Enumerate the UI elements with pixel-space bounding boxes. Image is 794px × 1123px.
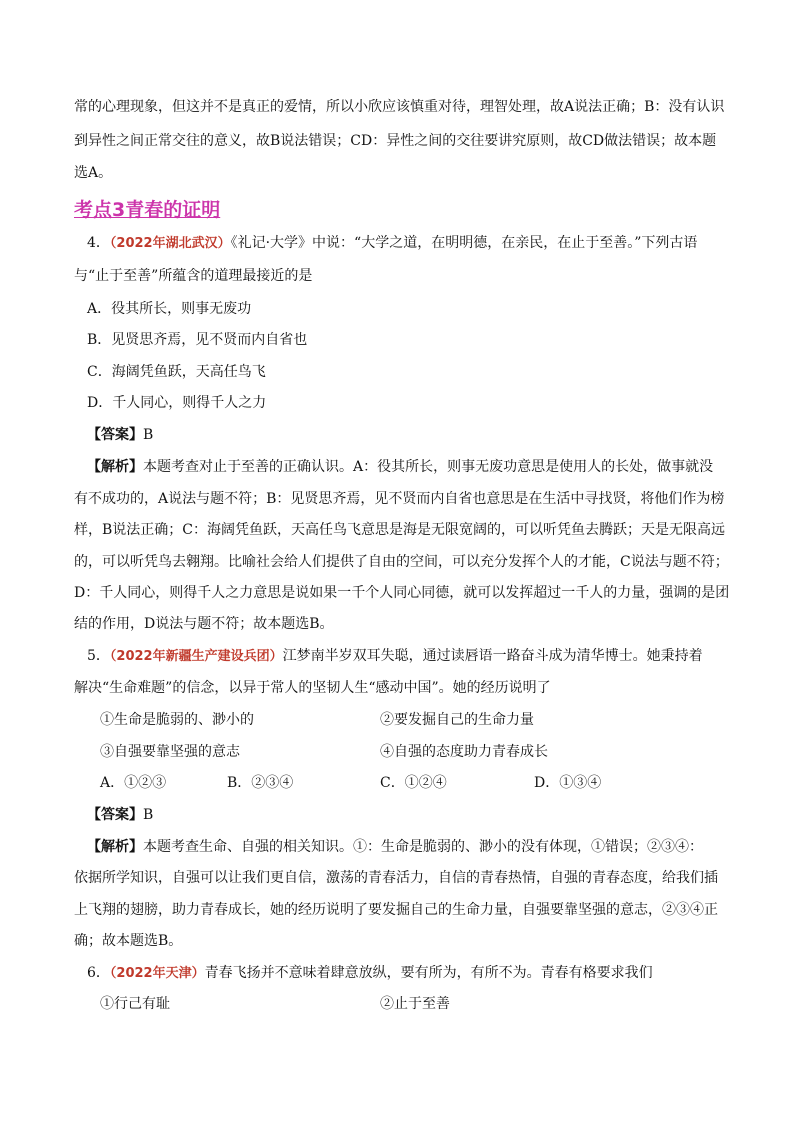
q5-item-4: ④自强的态度助力青春成长 (380, 744, 548, 760)
q4-stem-text: 《礼记·大学》中说：“大学之道，在明明德，在亲民，在止于至善。”下列古语 (230, 235, 698, 251)
q4-analysis-line-5: D：千人同心，则得千人之力意思是说如果一千个人同心同德，就可以发挥超过一千人的力量，强调的是团 (74, 585, 730, 601)
section-heading: 考点3青春的证明 (74, 199, 221, 221)
q5-analysis-line-1 (87, 837, 703, 857)
q4-number: 4． (87, 235, 110, 251)
q5-item-1: ①生命是脆弱的、渺小的 (100, 712, 254, 728)
q4-option-a: A．役其所长，则事无废功 (87, 301, 252, 317)
q5-analysis-line-4: 确；故本题选B。 (74, 933, 183, 949)
q5-choice-a: A．①②③ (100, 775, 167, 791)
q4-analysis-line-1 (87, 457, 713, 477)
q4-answer (87, 425, 153, 445)
q5-stem-line-2: 解决“生命难题”的信念，以异于常人的坚韧人生“感动中国”。她的经历说明了 (74, 680, 551, 696)
q5-answer-tag: 【答案】 (87, 807, 143, 823)
q5-choice-b: B．②③④ (227, 775, 294, 791)
intro-line-2: 到异性之间正常交往的意义，故B说法错误；CD：异性之间的交往要讲究原则，故CD做法错误；故本题 (74, 133, 717, 149)
q6-number: 6． (87, 965, 110, 981)
q5-analysis-text: 本题考查生命、自强的相关知识。①：生命是脆弱的、渺小的没有体现，①错误；②③④： (143, 839, 703, 855)
q5-stem-text: 江梦南半岁双耳失聪，通过读唇语一路奋斗成为清华博士。她秉持着 (282, 648, 703, 664)
q5-choice-c: C．①②④ (380, 775, 447, 791)
q4-analysis-text: 本题考查对止于至善的正确认识。A：役其所长，则事无废功意思是使用人的长处，做事就没 (143, 459, 714, 475)
q4-stem-line-1 (87, 233, 697, 254)
q5-stem-line-1 (87, 646, 703, 667)
q5-analysis-line-2: 依据所学知识，自强可以让我们更自信，激荡的青春活力，自信的青春热情，自强的青春态度，给我们插 (74, 870, 718, 886)
q4-option-d: D．千人同心，则得千人之力 (87, 395, 267, 411)
q5-analysis-tag: 【解析】 (87, 839, 143, 855)
q6-source: （2022年天津） (109, 966, 205, 981)
q4-answer-value: B (143, 427, 154, 443)
q6-item-1: ①行己有耻 (100, 996, 170, 1012)
q4-stem-line-2: 与“止于至善”所蕴含的道理最接近的是 (74, 268, 313, 284)
q4-option-b: B．见贤思齐焉，见不贤而内自省也 (87, 332, 308, 348)
q4-option-c: C．海阔凭鱼跃，天高任鸟飞 (87, 364, 266, 380)
q5-answer-value: B (143, 807, 154, 823)
q4-answer-tag: 【答案】 (87, 427, 143, 443)
q4-analysis-line-4: 的，可以听凭鸟去翱翔。比喻社会给人们提供了自由的空间，可以充分发挥个人的才能，C说法与题不符； (74, 554, 729, 570)
q5-answer (87, 805, 153, 825)
q5-item-3: ③自强要靠坚强的意志 (100, 744, 240, 760)
q5-choice-d: D．①③④ (534, 775, 602, 791)
q5-analysis-line-3: 上飞翔的翅膀，助力青春成长，她的经历说明了要发掘自己的生命力量，自强要靠坚强的意志，②③④正 (74, 902, 718, 918)
q4-source: （2022年湖北武汉） (109, 236, 231, 251)
q4-analysis-line-2: 有不成功的，A说法与题不符；B：见贤思齐焉，见不贤而内自省也意思是在生活中寻找贤，将他们作为榜 (74, 491, 725, 507)
q5-item-2: ②要发掘自己的生命力量 (380, 712, 534, 728)
q4-analysis-line-3: 样，B说法正确；C：海阔凭鱼跃，天高任鸟飞意思是海是无限宽阔的，可以听凭鱼去腾跃；天是无限高远 (74, 522, 725, 538)
intro-line-3: 选A。 (74, 165, 113, 181)
q5-source: （2022年新疆生产建设兵团） (109, 649, 283, 664)
q4-analysis-tag: 【解析】 (87, 459, 143, 475)
intro-line-1: 常的心理现象，但这并不是真正的爱情，所以小欣应该慎重对待，理智处理，故A说法正确；B：没有认识 (74, 99, 725, 115)
q4-analysis-line-6: 结的作用，D说法与题不符；故本题选B。 (74, 616, 334, 632)
q5-number: 5． (87, 648, 110, 664)
q6-stem-text: 青春飞扬并不意味着肆意放纵，要有所为，有所不为。青春有格要求我们 (204, 965, 653, 981)
q6-item-2: ②止于至善 (380, 996, 450, 1012)
q6-stem-line-1 (87, 963, 653, 984)
